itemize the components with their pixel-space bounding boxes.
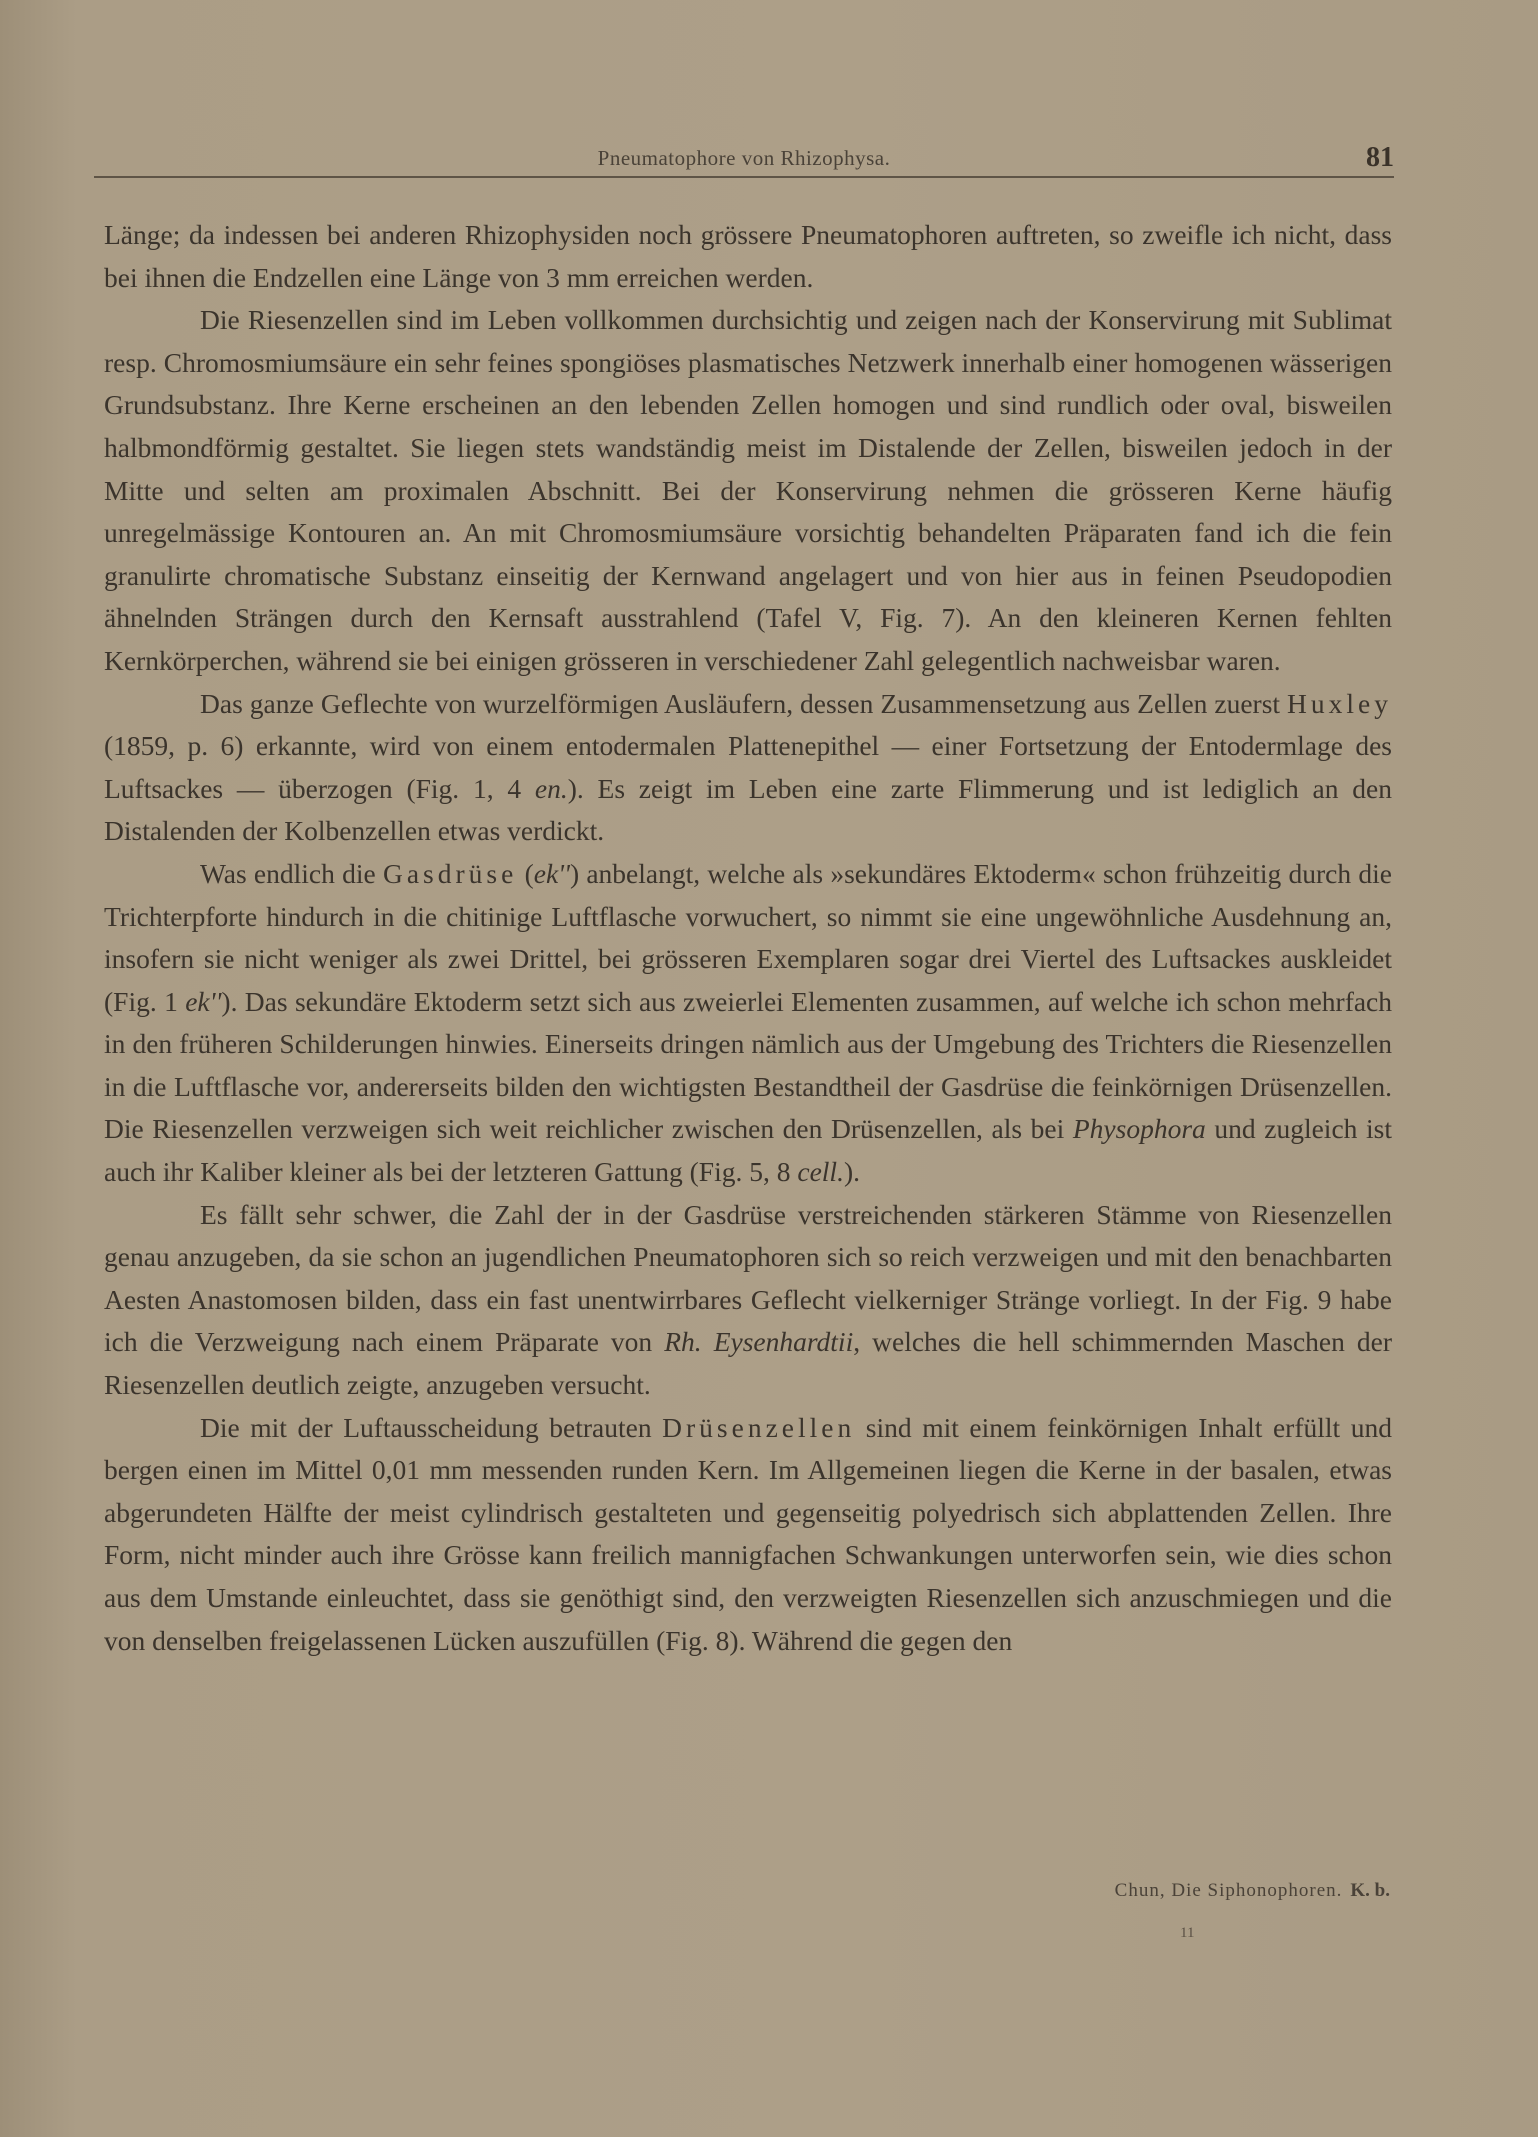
italic-run: en.	[534, 772, 568, 804]
sheet-number: 11	[1180, 1925, 1195, 1941]
text-run: ).	[843, 1156, 860, 1188]
text-run: ) anbelangt, welche als »sekundäres Ektoderm« schon frühzeitig durch die Trichterpforte hindurch in die chitinige Luftflasche vorwuchert, so nimmt sie eine ungewöhnliche Ausdehnung an, insofern sie nicht weniger als zwei Drittel, bei grösseren Exemplaren sogar drei Viertel des Luftsackes auskleidet (Fig. 1	[104, 857, 1392, 1017]
text-run: (1859, p. 6) erkannte, wird von einem entodermalen Plattenepithel — einer Fortsetzung der Entodermlage des Luftsackes — überzogen (Fig. 1, 4	[104, 730, 1392, 804]
italic-run: ek''	[533, 857, 570, 889]
body-text	[104, 214, 1392, 1662]
spaced-run: Drüsenzellen	[662, 1411, 856, 1443]
footer-signature	[1115, 1880, 1390, 1902]
paragraph	[104, 1407, 1392, 1663]
italic-run: Physophora	[1072, 1113, 1206, 1145]
italic-run: Rh. Eysenhardtii	[664, 1326, 854, 1358]
text-run: Was endlich die	[200, 857, 383, 889]
signature-mark: K. b.	[1350, 1880, 1390, 1901]
text-run: Länge; da indessen bei anderen Rhizophysiden noch grössere Pneumatophoren auftreten, so zweifle ich nicht, dass bei ihnen die Endzellen eine Länge von 3 mm erreichen werden.	[104, 219, 1392, 293]
page-number: 81	[1366, 142, 1394, 173]
header-rule	[94, 176, 1394, 178]
text-run: sind mit einem feinkörnigen Inhalt erfüllt und bergen einen im Mittel 0,01 mm messenden runden Kern. Im Allgemeinen liegen die Kerne in der basalen, etwas abgerundeten Hälfte der meist cylindrisch gestalteten und gegenseitig polyedrisch sich abplattenden Zellen. Ihre Form, nicht minder auch ihre Grösse kann freilich mannigfachen Schwankungen unterworfen sein, wie dies schon aus dem Umstande einleuchtet, dass sie genöthigt sind, den verzweigten Riesenzellen sich anzuschmiegen und die von denselben freigelassenen Lücken auszufüllen (Fig. 8). Während die gegen den	[104, 1411, 1392, 1656]
paragraph	[104, 683, 1392, 853]
text-run: , welches die hell schimmernden Maschen der Riesenzellen deutlich zeigte, anzugeben versucht.	[104, 1326, 1393, 1401]
paragraph	[104, 1194, 1392, 1407]
text-run: ). Es zeigt im Leben eine zarte Flimmerung und ist lediglich an den Distalenden der Kolbenzellen etwas verdickt.	[104, 772, 1392, 847]
text-run: Die mit der Luftausscheidung betrauten	[200, 1411, 663, 1443]
text-run: ). Das sekundäre Ektoderm setzt sich aus zweierlei Elementen zusammen, auf welche ich schon mehrfach in den früheren Schilderungen hinwies. Einerseits dringen nämlich aus der Umgebung des Trichters die Riesenzellen in die Luftflasche vor, andererseits bilden den wichtigsten Bestandtheil der Gasdrüse die feinkörnigen Drüsenzellen. Die Riesenzellen verzweigen sich weit reichlicher zwischen den Drüsenzellen, als bei	[104, 985, 1393, 1145]
spaced-run: Huxley	[1287, 687, 1392, 719]
text-run: Das ganze Geflechte von wurzelförmigen Ausläufern, dessen Zusammensetzung aus Zellen zuerst	[200, 687, 1288, 719]
text-run: und zugleich ist auch ihr Kaliber kleiner als bei der letzteren Gattung (Fig. 5, 8	[104, 1113, 1392, 1188]
signature-text: Chun, Die Siphonophoren.	[1114, 1880, 1343, 1901]
paragraph	[104, 299, 1392, 682]
running-title: Pneumatophore von Rhizophysa.	[597, 146, 891, 170]
italic-run: ek''	[185, 985, 222, 1017]
italic-run: cell.	[797, 1156, 844, 1188]
paragraph	[104, 853, 1392, 1194]
text-run: (	[517, 857, 534, 889]
text-run: Es fällt sehr schwer, die Zahl der in der Gasdrüse verstreichenden stärkeren Stämme von Riesenzellen genau anzugeben, da sie schon an jugendlichen Pneumatophoren sich so reich verzweigen und mit den benachbarten Aesten Anastomosen bilden, dass ein fast unentwirrbares Geflecht vielkerniger Stränge vorliegt. In der Fig. 9 habe ich die Verzweigung nach einem Präparate von	[104, 1198, 1392, 1358]
running-header	[94, 142, 1394, 182]
spaced-run: Gasdrüse	[382, 857, 518, 889]
paragraph	[104, 214, 1392, 299]
text-run: Die Riesenzellen sind im Leben vollkommen durchsichtig und zeigen nach der Konservirung mit Sublimat resp. Chromosmiumsäure ein sehr feines spongiöses plasmatisches Netzwerk innerhalb einer homogenen wässerigen Grundsubstanz. Ihre Kerne erscheinen an den lebenden Zellen homogen und sind rundlich oder oval, bisweilen halbmondförmig gestaltet. Sie liegen stets wandständig meist im Distalende der Zellen, bisweilen jedoch in der Mitte und selten am proximalen Abschnitt. Bei der Konservirung nehmen die grösseren Kerne häufig unregelmässige Kontouren an. An mit Chromosmiumsäure vorsichtig behandelten Präparaten fand ich die fein granulirte chromatische Substanz einseitig der Kernwand angelagert und von hier aus in feinen Pseudopodien ähnelnden Strängen durch den Kernsaft ausstrahlend (Tafel V, Fig. 7). An den kleineren Kernen fehlten Kernkörperchen, während sie bei einigen grösseren in verschiedener Zahl gelegentlich nachweisbar waren.	[104, 304, 1392, 676]
